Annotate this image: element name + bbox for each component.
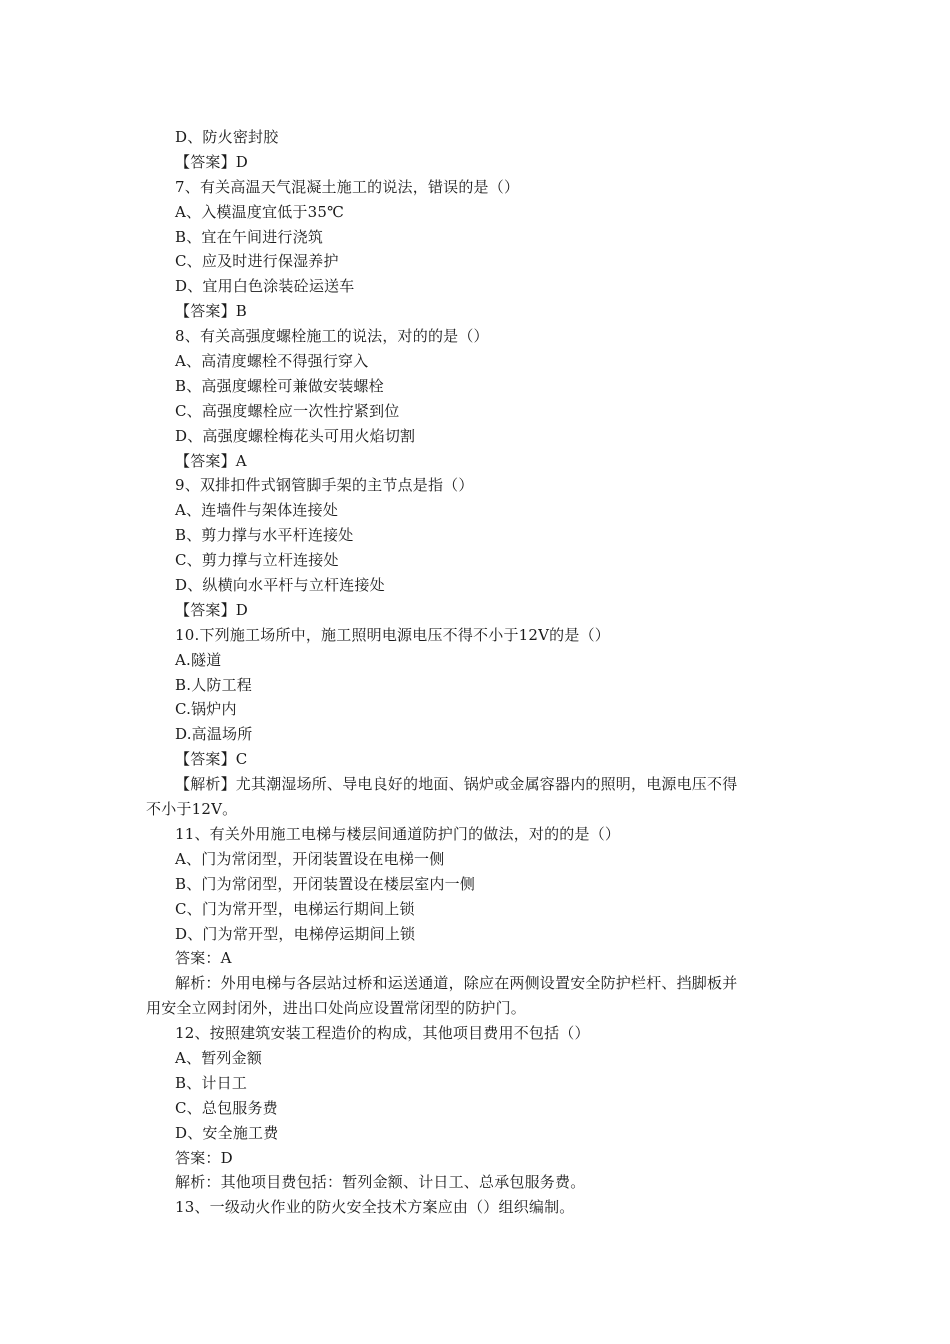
- text-line: A、高清度螺栓不得强行穿入: [175, 352, 369, 371]
- text-line: D.高温场所: [175, 725, 253, 744]
- text-line: D、防火密封胶: [175, 128, 279, 146]
- text-line: 【解析】尤其潮湿场所、导电良好的地面、锅炉或金属容器内的照明，电源电压不得: [175, 775, 738, 794]
- text-line: B、高强度螺栓可兼做安装螺栓: [175, 376, 384, 395]
- text-line: D、安全施工费: [175, 1123, 279, 1142]
- text-line: 8、有关高强度螺栓施工的说法，对的的是（）: [175, 327, 489, 346]
- text-line: 【答案】A: [175, 451, 247, 470]
- document-body: [146, 125, 806, 1220]
- text-line: 解析：外用电梯与各层站过桥和运送通道，除应在两侧设置安全防护栏杆、挡脚板并: [175, 974, 738, 993]
- text-line: D、宜用白色涂装砼运送车: [175, 277, 355, 296]
- text-line: C.锅炉内: [175, 700, 237, 719]
- text-line: C、剪力撑与立杆连接处: [175, 551, 339, 570]
- text-line: 13、一级动火作业的防火安全技术方案应由（）组织编制。: [175, 1198, 575, 1217]
- text-line: A、暂列金额: [175, 1048, 263, 1067]
- text-line: 9、双排扣件式钢管脚手架的主节点是指（）: [175, 476, 474, 495]
- text-line: 用安全立网封闭外，进出口处尚应设置常闭型的防护门。: [146, 999, 527, 1018]
- text-line: C、总包服务费: [175, 1098, 278, 1117]
- text-line: B、剪力撑与水平杆连接处: [175, 526, 354, 545]
- text-line: B、门为常闭型，开闭装置设在楼层室内一侧: [175, 874, 476, 893]
- text-line: 【答案】D: [175, 152, 249, 171]
- text-line: D、高强度螺栓梅花头可用火焰切割: [175, 426, 416, 445]
- text-line: A、门为常闭型，开闭装置设在电梯一侧: [175, 849, 445, 868]
- text-line: 10.下列施工场所中，施工照明电源电压不得不小于12V的是（）: [175, 625, 610, 644]
- text-line: 7、有关高温天气混凝土施工的说法，错误的是（）: [175, 177, 520, 196]
- text-line: 答案：D: [175, 1148, 233, 1167]
- text-line: 【答案】D: [175, 600, 249, 619]
- text-line: 12、按照建筑安装工程造价的构成，其他项目费用不包括（）: [175, 1024, 590, 1043]
- text-line: 11、有关外用施工电梯与楼层间通道防护门的做法，对的的是（）: [175, 824, 621, 843]
- text-line: 解析：其他项目费包括：暂列金额、计日工、总承包服务费。: [175, 1173, 586, 1192]
- text-line: C、门为常开型，电梯运行期间上锁: [175, 899, 415, 918]
- text-line: D、门为常开型，电梯停运期间上锁: [175, 924, 416, 943]
- text-line: C、高强度螺栓应一次性拧紧到位: [175, 401, 400, 420]
- text-line: 【答案】B: [175, 302, 248, 321]
- text-line: 不小于12V。: [146, 800, 238, 819]
- text-line: C、应及时进行保湿养护: [175, 252, 339, 271]
- text-line: 答案：A: [175, 949, 232, 968]
- text-line: A、入模温度宜低于35℃: [175, 202, 345, 221]
- text-line: A.隧道: [175, 650, 222, 669]
- text-line: B、计日工: [175, 1073, 248, 1092]
- text-line: B、宜在午间进行浇筑: [175, 227, 324, 246]
- text-line: B.人防工程: [175, 675, 252, 694]
- text-line: A、连墙件与架体连接处: [175, 501, 339, 520]
- text-line: 【答案】C: [175, 750, 248, 769]
- text-line: D、纵横向水平杆与立杆连接处: [175, 576, 385, 595]
